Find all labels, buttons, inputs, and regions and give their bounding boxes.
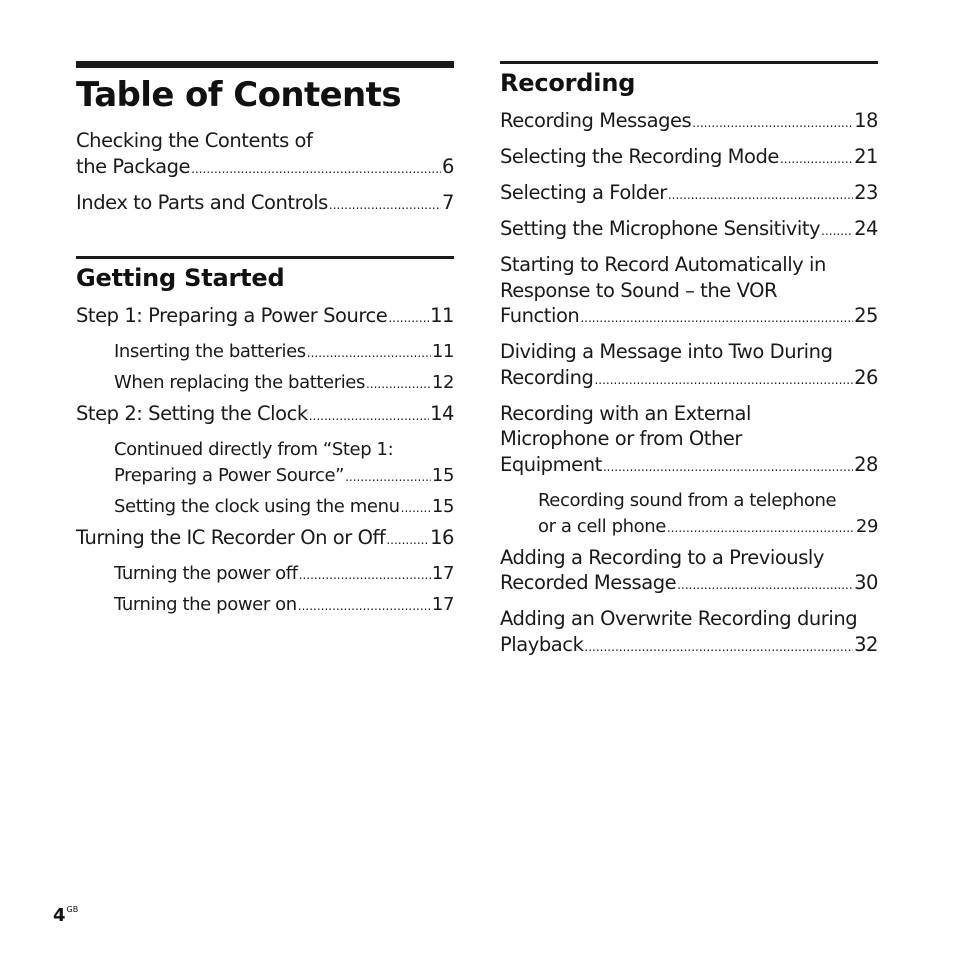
toc-leader-line — [500, 452, 878, 481]
dot-leader — [386, 528, 429, 554]
toc-entry-title: or a cell phone — [538, 515, 666, 537]
toc-entry-title: Recording — [500, 365, 594, 389]
toc-entry-title: Turning the power on — [114, 593, 297, 615]
toc-page-number: 7 — [442, 190, 454, 214]
toc-subentry — [76, 592, 454, 619]
toc-page-number: 25 — [854, 304, 878, 327]
toc-entry-line: Recording with an External — [500, 401, 752, 425]
toc-leader-line — [114, 592, 454, 619]
toc-entry — [500, 606, 878, 660]
dot-leader — [692, 111, 853, 137]
getting-started-entries — [76, 303, 454, 619]
toc-subentry — [76, 494, 454, 521]
toc-entry-line: Continued directly from “Step 1: — [114, 438, 394, 460]
toc-entry-line: Adding a Recording to a Previously — [500, 545, 824, 569]
toc-entry-line: Starting to Record Automatically in — [500, 253, 826, 276]
toc-page-number: 23 — [854, 181, 878, 204]
toc-leader-line — [114, 463, 454, 490]
toc-leader-line — [114, 339, 454, 366]
toc-entry — [76, 190, 454, 219]
toc-leader-line — [76, 154, 454, 183]
toc-entry — [76, 128, 454, 182]
toc-leader-line — [76, 190, 454, 219]
toc-entry-title: Step 1: Preparing a Power Source — [76, 303, 388, 327]
toc-page-number: 29 — [855, 515, 878, 537]
toc-page-number: 11 — [431, 340, 454, 362]
toc-entry-title: Setting the Microphone Sensitivity — [500, 217, 821, 240]
toc-entry-title: the Package — [76, 154, 191, 178]
toc-entry-title: Setting the clock using the menu — [114, 495, 400, 517]
toc-entry-title: Index to Parts and Controls — [76, 190, 328, 214]
toc-subentry — [76, 370, 454, 397]
toc-page-number: 28 — [854, 452, 878, 476]
toc-page-number: 6 — [442, 154, 454, 178]
toc-page-number: 32 — [854, 632, 878, 656]
toc-page-number: 14 — [430, 401, 454, 425]
toc-page-number: 17 — [431, 593, 454, 615]
toc-entry-title: Selecting a Folder — [500, 181, 667, 204]
dot-leader — [821, 219, 853, 245]
toc-leader-line — [500, 144, 878, 173]
toc-leader-line — [114, 561, 454, 588]
toc-page-number: 30 — [854, 571, 878, 594]
toc-leader-line — [500, 108, 878, 137]
toc-page-number: 17 — [431, 562, 454, 584]
toc-leader-line — [500, 570, 878, 599]
toc-entry-title: Step 2: Setting the Clock — [76, 401, 308, 425]
toc-entry — [500, 180, 878, 209]
toc-subentry — [76, 561, 454, 588]
dot-leader — [401, 495, 431, 521]
toc-page-number: 11 — [430, 303, 454, 327]
dot-leader — [388, 306, 429, 332]
toc-leader-line — [114, 370, 454, 397]
toc-entry-line: Dividing a Message into Two During — [500, 340, 833, 363]
toc-entry — [500, 545, 878, 599]
toc-entry-title: Turning the power off — [114, 562, 298, 584]
dot-leader — [298, 593, 431, 619]
toc-entry-line: Adding an Overwrite Recording during — [500, 607, 858, 630]
toc-entry-line: Recording sound from a telephone — [538, 489, 837, 511]
toc-entry-title: Equipment — [500, 452, 602, 476]
dot-leader — [299, 562, 431, 588]
dot-leader — [191, 157, 441, 183]
dot-leader — [329, 193, 441, 219]
section-rule — [500, 61, 878, 64]
toc-leader-line — [500, 365, 878, 394]
toc-entry-title: Inserting the batteries — [114, 340, 306, 362]
toc-entry-title: When replacing the batteries — [114, 371, 365, 393]
page-number: $4^{GB}$ — [53, 905, 79, 926]
toc-entry-line: Microphone or from Other — [500, 427, 742, 450]
toc-entry-title: Recorded Message — [500, 571, 677, 594]
section-rule — [76, 256, 454, 259]
toc-entry-title: Preparing a Power Source” — [114, 464, 345, 486]
toc-entry — [500, 108, 878, 137]
toc-page-number: 12 — [431, 371, 454, 393]
toc-entry — [76, 401, 454, 430]
dot-leader — [309, 404, 429, 430]
toc-leader-line — [500, 303, 878, 332]
toc-page-number: 16 — [430, 525, 454, 549]
toc-entry-line: Checking the Contents of — [76, 129, 313, 152]
dot-leader — [584, 635, 853, 661]
toc-entry — [500, 216, 878, 245]
toc-page-number: 15 — [431, 495, 454, 517]
dot-leader — [307, 340, 431, 366]
toc-leader-line — [114, 494, 454, 521]
toc-page-number: 15 — [431, 464, 454, 486]
toc-entry — [500, 144, 878, 173]
dot-leader — [603, 455, 853, 481]
dot-leader — [366, 371, 431, 397]
toc-leader-line — [538, 514, 878, 541]
toc-entry-title: Selecting the Recording Mode — [500, 145, 779, 168]
dot-leader — [780, 147, 853, 173]
title-rule — [76, 61, 454, 68]
toc-subentry — [500, 488, 878, 541]
toc-entry — [76, 303, 454, 332]
page-suffix: GB — [66, 905, 79, 914]
toc-leader-line — [500, 180, 878, 209]
dot-leader — [594, 368, 853, 394]
toc-entry — [76, 525, 454, 554]
dot-leader — [677, 573, 853, 599]
toc-entry-title: Recording Messages — [500, 109, 692, 132]
dot-leader — [667, 515, 855, 541]
toc-entry-title: Function — [500, 304, 580, 327]
getting-started-heading: Getting Started — [76, 263, 285, 292]
page-title: Table of Contents — [76, 75, 401, 115]
toc-page-number: 24 — [854, 217, 878, 240]
toc-leader-line — [76, 401, 454, 430]
toc-page-number: 26 — [854, 365, 878, 389]
toc-entry-title: Playback — [500, 632, 584, 656]
toc-page-number: 18 — [854, 109, 878, 132]
toc-entry-title: Turning the IC Recorder On or Off — [76, 525, 386, 549]
toc-leader-line — [76, 303, 454, 332]
right-column — [500, 61, 878, 668]
left-column — [76, 61, 454, 623]
dot-leader — [580, 306, 853, 332]
recording-heading: Recording — [500, 69, 636, 97]
toc-entry — [500, 339, 878, 393]
toc-subentry — [76, 339, 454, 366]
toc-leader-line — [500, 216, 878, 245]
dot-leader — [668, 183, 853, 209]
recording-entries — [500, 108, 878, 660]
toc-page-number: 21 — [854, 145, 878, 168]
front-entries — [76, 128, 454, 218]
dot-leader — [345, 464, 431, 490]
toc-leader-line — [500, 632, 878, 661]
toc-entry-line: Response to Sound – the VOR — [500, 278, 778, 302]
toc-entry — [500, 252, 878, 332]
toc-entry — [500, 401, 878, 481]
toc-leader-line — [76, 525, 454, 554]
toc-subentry — [76, 437, 454, 490]
